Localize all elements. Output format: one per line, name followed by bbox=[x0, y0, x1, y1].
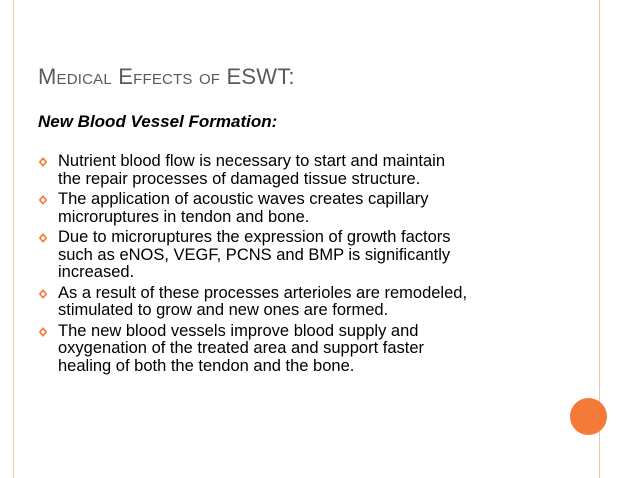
bullet-item-5 bbox=[38, 323, 558, 376]
bullet-text: The application of acoustic waves creates capillary microruptures in tendon and bone. bbox=[58, 190, 429, 226]
bullet-item-2 bbox=[38, 191, 558, 226]
bullet-text: The new blood vessels improve blood supply and oxygenation of the treated area and support faster healing of both the tendon and the bone. bbox=[58, 321, 424, 375]
bullet-item-4 bbox=[38, 285, 558, 320]
bullet-diamond-icon bbox=[38, 232, 48, 244]
bullet-text: Due to microruptures the expression of growth factors such as eNOS, VEGF, PCNS and BMP is significantly increased. bbox=[58, 228, 451, 281]
bullet-diamond-icon bbox=[38, 194, 48, 206]
orange-circle-decoration bbox=[570, 398, 607, 435]
bullet-diamond-icon bbox=[38, 156, 48, 168]
bullet-text: As a result of these processes arterioles are remodeled, stimulated to grow and new ones are formed. bbox=[58, 283, 468, 319]
bullet-diamond-icon bbox=[38, 288, 48, 300]
slide-title: Medical Effects of ESWT: bbox=[38, 64, 295, 89]
bullet-item-1 bbox=[38, 153, 558, 188]
bullet-item-3 bbox=[38, 229, 558, 282]
bullet-text: Nutrient blood flow is necessary to start and maintain the repair processes of damaged tissue structure. bbox=[58, 152, 446, 188]
bullet-diamond-icon bbox=[38, 326, 48, 338]
bullet-list bbox=[38, 153, 558, 378]
slide-subtitle: New Blood Vessel Formation: bbox=[38, 112, 278, 131]
